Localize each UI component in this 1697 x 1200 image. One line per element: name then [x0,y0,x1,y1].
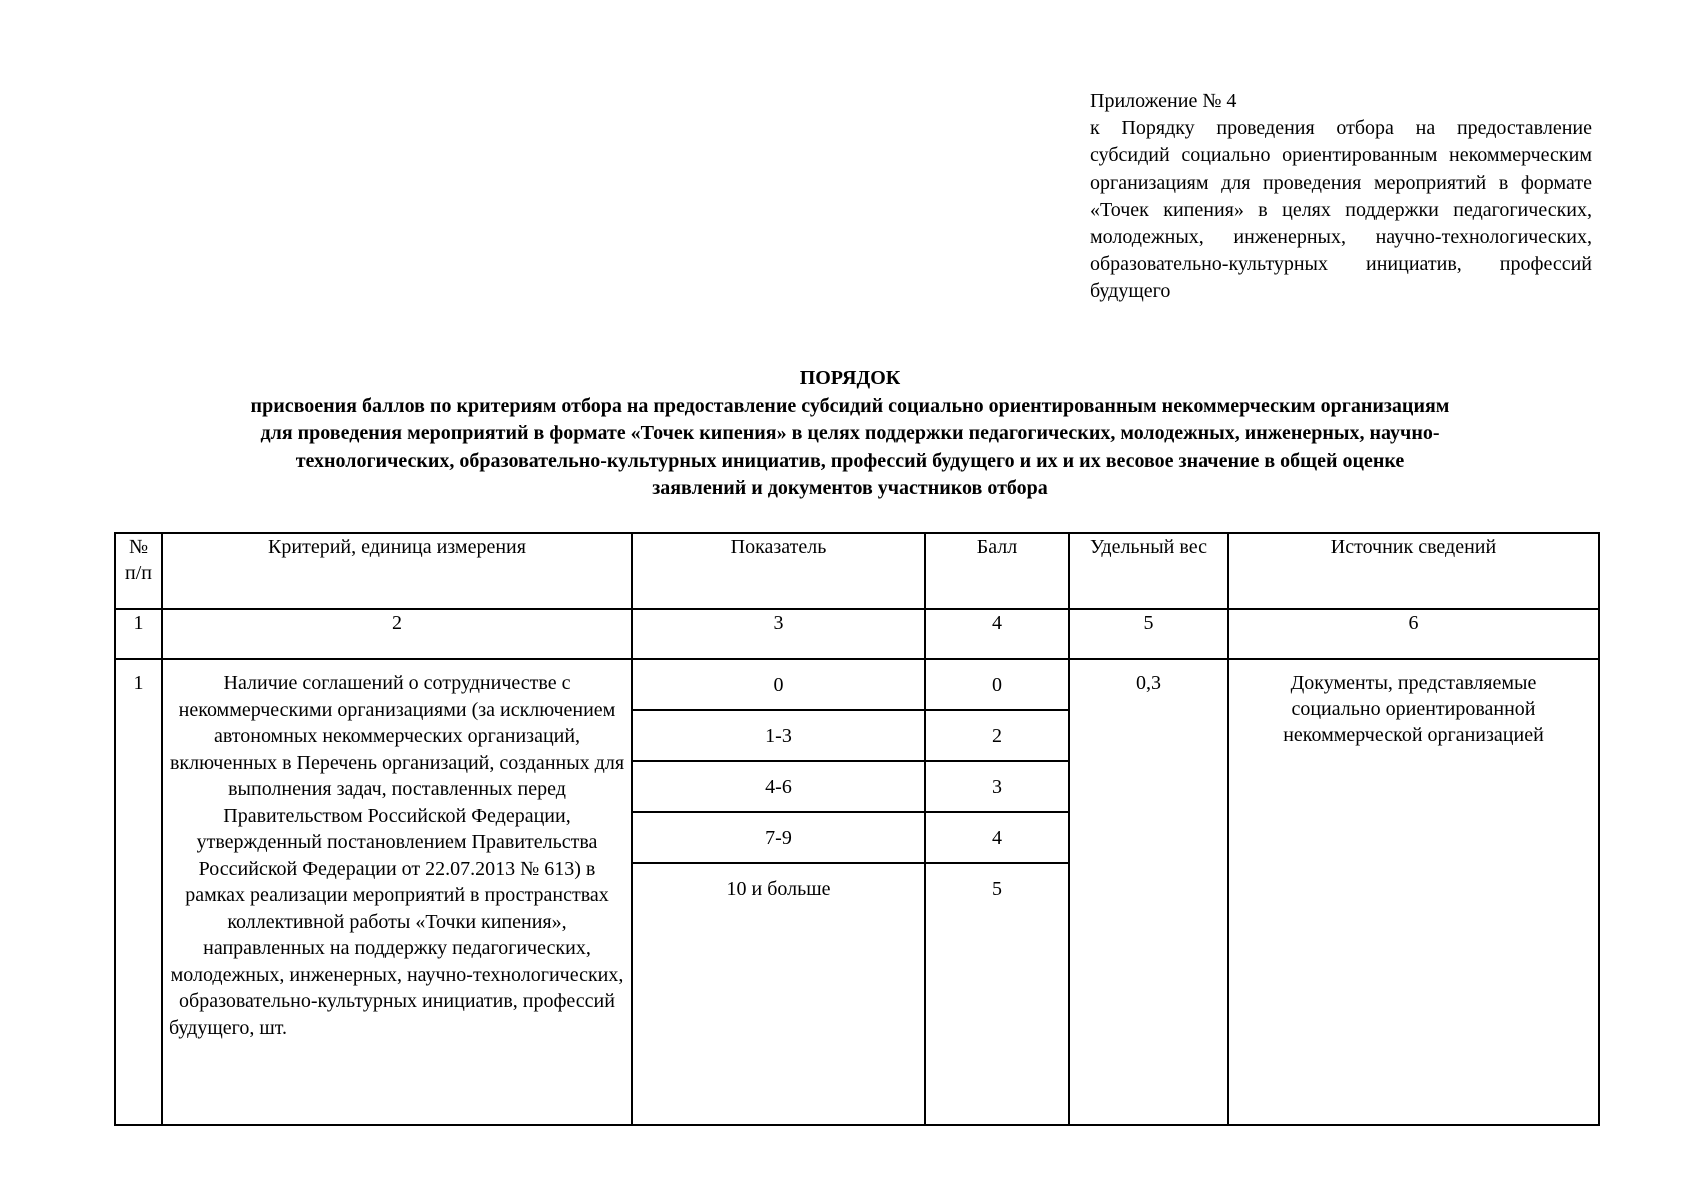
header-cell: Балл [925,533,1069,609]
title-line-1: присвоения баллов по критериям отбора на предоставление субсидий социально ориентированным некоммерческим организациям [250,394,1450,417]
table-row [115,659,1599,710]
title-main: ПОРЯДОК [799,367,901,389]
criteria-table [114,532,1600,1126]
criterion-text: Наличие соглашений о сотрудничестве с некоммерческими организациями (за исключением автономных некоммерческих организаций, включенных в Перечень организаций, созданных для выполнения задач, поставленных перед Правительством Российской Федерации, утвержденный постановлением Правительства Российской Федерации от 22.07.2013 № 613) в рамках реализации мероприятий в пространствах коллективной работы «Точки кипения», направленных на поддержку педагогических, молодежных, инженерных, научно-технологических, образовательно-культурных инициатив, профессий будущего, шт. [162,659,632,1125]
title-line-2: для проведения мероприятий в формате «Точек кипения» в целях поддержки педагогических, молодежных, инженерных, научно- [260,422,1440,444]
weight-cell: 0,3 [1069,659,1228,1125]
indicator-cell: 10 и больше [632,863,925,1125]
column-number-cell: 3 [632,609,925,659]
appendix-title: Приложение № 4 [1090,90,1237,112]
indicator-cell: 4-6 [632,761,925,812]
indicator-cell: 1-3 [632,710,925,761]
title-line-3: технологических, образовательно-культурных инициатив, профессий будущего и их и их весовое значение в общей оценке [295,449,1405,472]
table-header-row [115,533,1599,609]
points-cell: 2 [925,710,1069,761]
column-number-row [115,609,1599,659]
header-cell: Критерий, единица измерения [162,533,632,609]
points-cell: 3 [925,761,1069,812]
points-cell: 4 [925,812,1069,863]
column-number-cell: 4 [925,609,1069,659]
column-number-cell: 1 [115,609,162,659]
column-number-cell: 2 [162,609,632,659]
title-line-4: заявлений и документов участников отбора [652,477,1048,499]
header-cell: Удельный вес [1069,533,1228,609]
appendix-text: к Порядку проведения отбора на предоставление субсидий социально ориентированным некоммерческим организациям для проведения мероприятий в формате «Точек кипения» в целях поддержки педагогических, молодежных, инженерных, научно-технологических, образовательно-культурных инициатив, профессий будущего [1090,117,1592,303]
document-title [110,365,1590,503]
indicator-cell: 0 [632,659,925,710]
header-cell: Источник сведений [1228,533,1599,609]
column-number-cell: 5 [1069,609,1228,659]
appendix-block [1090,88,1592,306]
header-cell: № п/п [115,533,162,609]
header-cell: Показатель [632,533,925,609]
row-number: 1 [115,659,162,1125]
source-cell: Документы, представляемые социально ориентированной некоммерческой организацией [1228,659,1599,1125]
points-cell: 0 [925,659,1069,710]
column-number-cell: 6 [1228,609,1599,659]
points-cell: 5 [925,863,1069,1125]
indicator-cell: 7-9 [632,812,925,863]
